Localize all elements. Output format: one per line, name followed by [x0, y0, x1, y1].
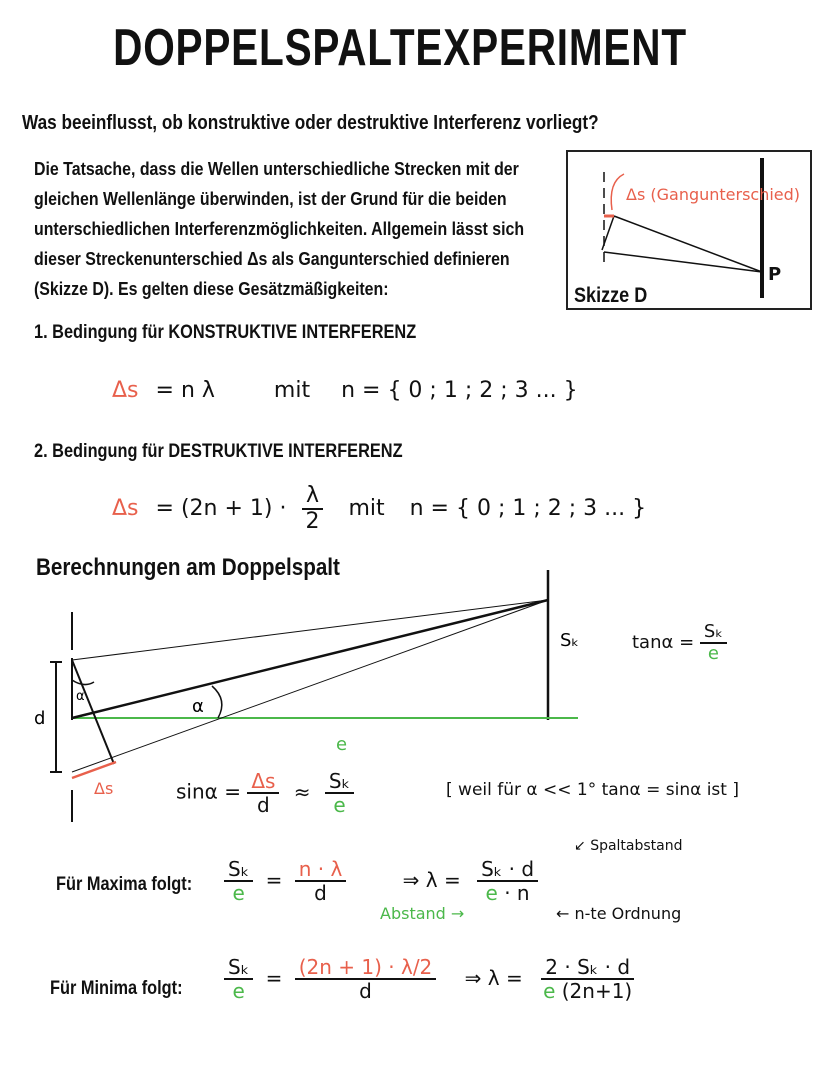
- minima-formula: [224, 956, 636, 1002]
- fraction-numerator: Sₖ · d: [477, 858, 538, 882]
- gangunterschied-label: Δs (Gangunterschied): [626, 185, 801, 204]
- fraction-numerator: Δs: [247, 770, 279, 794]
- lambda-half-fraction: [301, 484, 323, 534]
- spaltabstand-text: Spaltabstand: [590, 838, 683, 854]
- equals-sign: =: [265, 867, 283, 892]
- condition2-rhs: = (2n + 1) ·: [155, 496, 287, 522]
- denominator-rest: (2n+1): [561, 979, 633, 1003]
- ray-bottom: [72, 600, 548, 772]
- small-angle-note: [ weil für α << 1° tanα = sinα ist ]: [446, 780, 739, 800]
- point-p-label: P: [768, 264, 782, 285]
- sk-e-fraction: [224, 858, 253, 904]
- spaltabstand-note: [574, 838, 683, 854]
- intro-line: dieser Streckenunterschied Δs als Gangunterschied definieren: [34, 248, 510, 269]
- page-title: DOPPELSPALTEXPERIMENT: [113, 19, 687, 77]
- alpha-label-small: α: [76, 689, 85, 704]
- fraction-denominator: d: [257, 793, 270, 817]
- intro-line: (Skizze D). Es gelten diese Gesätzmäßigkeiten:: [34, 278, 389, 299]
- lambda-min-fraction: [539, 956, 636, 1002]
- abstand-text: Abstand: [380, 904, 446, 923]
- sk-label: Sₖ: [560, 630, 580, 651]
- fraction-numerator: n · λ: [295, 858, 347, 882]
- n-lambda-d-fraction: [295, 858, 347, 904]
- skizze-d-label: Skizze D: [574, 284, 648, 307]
- n-set: n = { 0 ; 1 ; 2 ; 3 ... }: [409, 496, 647, 522]
- fraction-numerator: Sₖ: [325, 770, 354, 794]
- implies-lambda: ⇒ λ =: [464, 965, 523, 990]
- fraction-denominator: d: [314, 881, 327, 905]
- delta-s-symbol: Δs: [112, 496, 139, 522]
- min-fraction: [295, 956, 437, 1002]
- tan-lhs: tanα =: [632, 631, 695, 653]
- fraction-denominator: d: [359, 979, 372, 1003]
- n-set: n = { 0 ; 1 ; 2 ; 3 ... }: [341, 378, 578, 403]
- approx-symbol: ≈: [293, 779, 311, 804]
- fraction-numerator: Sₖ: [224, 956, 253, 980]
- denominator-e: e: [485, 881, 498, 905]
- fraction-numerator: λ: [302, 484, 323, 510]
- ray-center: [72, 600, 548, 718]
- tan-fraction: [700, 622, 727, 664]
- delta-s-symbol: Δs: [112, 378, 139, 403]
- fraction-denominator: e: [333, 793, 346, 817]
- mit-word: mit: [273, 378, 311, 403]
- condition2-formula: [112, 484, 646, 534]
- fraction-numerator: 2 · Sₖ · d: [541, 956, 634, 980]
- section-title: Berechnungen am Doppelspalt: [36, 554, 340, 581]
- equals-sign: =: [265, 965, 283, 990]
- fraction-denominator: e: [707, 642, 719, 664]
- fraction-denominator: e: [232, 979, 245, 1003]
- sk-e-fraction: [224, 956, 253, 1002]
- alpha-arc: [212, 686, 222, 718]
- d-label: d: [34, 708, 46, 729]
- implies-lambda: ⇒ λ =: [402, 867, 461, 892]
- ray-upper: [614, 216, 762, 272]
- delta-s-label: Δs: [94, 779, 114, 798]
- minima-label: Für Minima folgt:: [50, 978, 183, 999]
- condition1-rhs: = n λ: [155, 378, 215, 403]
- annotation-arrow: [611, 174, 624, 210]
- question-heading: Was beeinflusst, ob konstruktive oder destruktive Interferenz vorliegt?: [22, 112, 599, 134]
- denominator-n: · n: [504, 881, 530, 905]
- sin-formula: [176, 770, 354, 816]
- abstand-note: [380, 904, 464, 923]
- ordnung-text: n-te Ordnung: [574, 904, 682, 923]
- sin-lhs: sinα =: [176, 779, 241, 804]
- alpha-label: α: [192, 696, 204, 717]
- arrow-icon: ←: [556, 904, 575, 923]
- fraction-denominator: 2: [305, 509, 320, 535]
- e-label: e: [336, 734, 348, 755]
- fraction-numerator: (2n + 1) · λ/2: [295, 956, 437, 980]
- arrow-icon: →: [445, 904, 465, 923]
- fraction-denominator: e: [232, 881, 245, 905]
- intro-line: Die Tatsache, dass die Wellen unterschiedliche Strecken mit der: [34, 158, 519, 179]
- perpendicular-line: [72, 660, 114, 764]
- mit-word: mit: [348, 496, 385, 522]
- denominator-e: e: [543, 979, 556, 1003]
- fraction-numerator: Sₖ: [224, 858, 253, 882]
- alpha-arc-small: [72, 680, 94, 685]
- arrow-icon: ↙: [574, 838, 591, 854]
- sin-fraction: [247, 770, 279, 816]
- condition1-formula: [112, 378, 578, 403]
- ray-top: [72, 600, 548, 660]
- intro-line: unterschiedlichen Interferenzmöglichkeiten. Allgemein lässt sich: [34, 218, 525, 239]
- lambda-max-fraction: [477, 858, 538, 904]
- ordnung-note: [556, 904, 681, 923]
- condition1-heading: 1. Bedingung für KONSTRUKTIVE INTERFERENZ: [34, 322, 417, 343]
- maxima-formula: [224, 858, 538, 904]
- sk-e-fraction: [325, 770, 354, 816]
- ray-lower: [604, 252, 762, 272]
- intro-paragraph: [34, 154, 533, 304]
- fraction-numerator: Sₖ: [700, 622, 727, 644]
- tan-formula: [632, 622, 727, 664]
- intro-line: gleichen Wellenlänge überwinden, ist der Grund für die beiden: [34, 188, 507, 209]
- maxima-label: Für Maxima folgt:: [56, 874, 193, 895]
- condition2-heading: 2. Bedingung für DESTRUKTIVE INTERFERENZ: [34, 441, 403, 462]
